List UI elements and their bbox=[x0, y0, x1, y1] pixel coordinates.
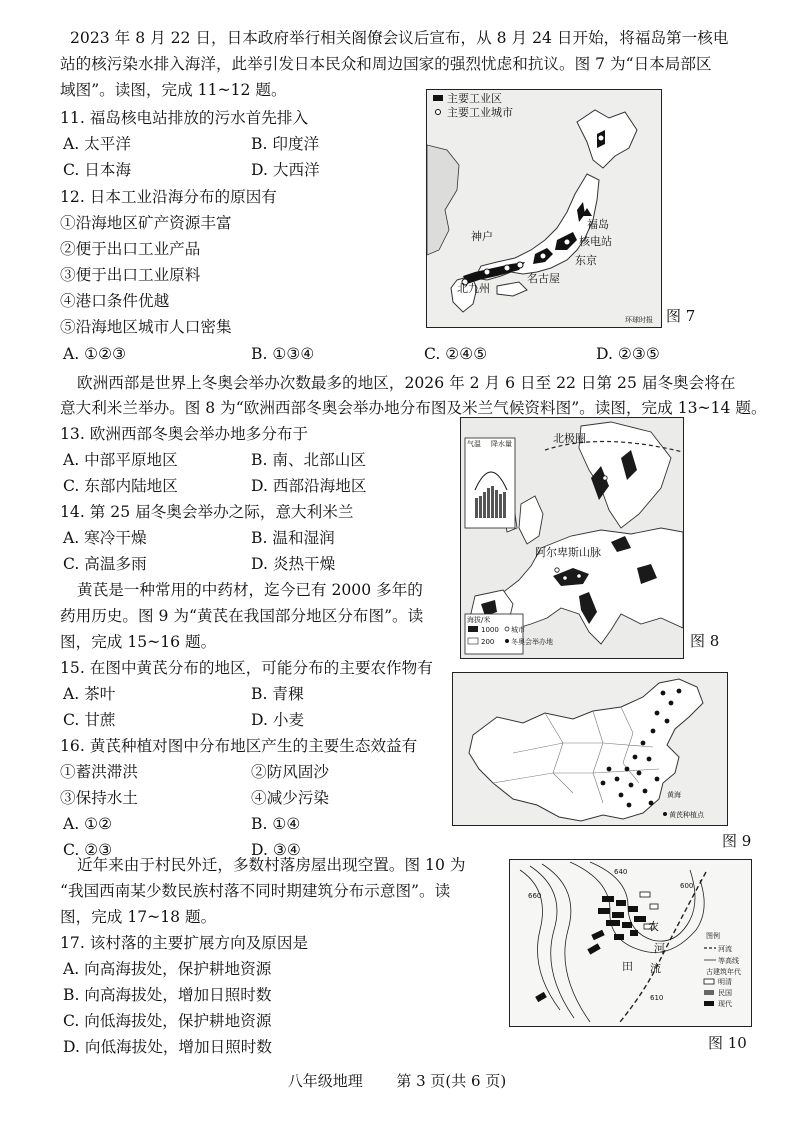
q12-stem: 12. 日本工业沿海分布的原因有 bbox=[60, 188, 277, 206]
fig10-legend-title: 图例 bbox=[706, 932, 720, 940]
label-river-1: 河 bbox=[654, 942, 665, 955]
q15-stem: 15. 在图中黄芪分布的地区，可能分布的主要农作物有 bbox=[60, 659, 433, 677]
intro-astragalus-line2: 药用历史。图 9 为“黄芪在我国部分地区分布图”。读 bbox=[60, 607, 424, 625]
label-nuclear-plant: 核电站 bbox=[579, 235, 612, 248]
contour-640: 640 bbox=[614, 868, 628, 876]
contour-610: 610 bbox=[650, 994, 664, 1002]
q12-item-4: ④港口条件优越 bbox=[60, 292, 170, 310]
figure-7-japan-map bbox=[426, 89, 662, 328]
footer-subject: 八年级地理 bbox=[287, 1072, 363, 1090]
label-river-2: 流 bbox=[650, 962, 661, 975]
fig10-legend-republic: 民国 bbox=[718, 989, 732, 997]
intro-astragalus-line3: 图，完成 15~16 题。 bbox=[60, 633, 217, 651]
intro-japan-line3: 域图”。读图，完成 11~12 题。 bbox=[60, 81, 287, 99]
q15-option-b: B. 青稞 bbox=[251, 685, 304, 703]
q13-option-d: D. 西部沿海地区 bbox=[251, 477, 367, 495]
q12-option-a: A. ①②③ bbox=[63, 345, 127, 363]
label-farm-2: 田 bbox=[622, 960, 633, 973]
china-map-graphic bbox=[453, 673, 727, 825]
intro-astragalus-line1: 黄芪是一种常用的中药材，迄今已有 2000 多年的 bbox=[77, 581, 423, 599]
fig10-legend-modern: 现代 bbox=[718, 1000, 732, 1008]
q16-option-a: A. ①② bbox=[63, 815, 113, 833]
q14-option-c: C. 高温多雨 bbox=[63, 555, 147, 573]
q17-stem: 17. 该村落的主要扩展方向及原因是 bbox=[60, 934, 309, 952]
q16-option-d: D. ③④ bbox=[251, 841, 301, 859]
japan-map-graphic bbox=[427, 90, 661, 327]
q16-item-4: ④减少污染 bbox=[251, 789, 329, 807]
label-farm-1: 农 bbox=[648, 920, 659, 933]
q12-item-3: ③便于出口工业原料 bbox=[60, 266, 201, 284]
q14-option-a: A. 寒冷干燥 bbox=[63, 529, 147, 547]
q14-stem: 14. 第 25 届冬奥会举办之际，意大利米兰 bbox=[60, 503, 354, 521]
contour-660: 660 bbox=[528, 892, 542, 900]
fig10-legend-era: 古建筑年代 bbox=[706, 968, 741, 976]
figure-10-village-map bbox=[509, 859, 752, 1027]
milan-climate-chart bbox=[465, 438, 515, 528]
q11-option-a: A. 太平洋 bbox=[63, 135, 131, 153]
fig8-legend-200: 200 bbox=[481, 638, 495, 646]
footer-page-number: 第 3 页(共 6 页) bbox=[396, 1072, 507, 1090]
q17-option-a: A. 向高海拔处，保护耕地资源 bbox=[63, 960, 272, 978]
label-kitakyushu: 北九州 bbox=[457, 282, 490, 295]
q16-option-b: B. ①④ bbox=[251, 815, 301, 833]
q11-option-d: D. 大西洋 bbox=[251, 161, 320, 179]
q15-option-d: D. 小麦 bbox=[251, 711, 305, 729]
label-fukushima: 福岛 bbox=[587, 218, 609, 231]
label-alps: 阿尔卑斯山脉 bbox=[535, 546, 601, 559]
q16-stem: 16. 黄芪种植对图中分布地区产生的主要生态效益有 bbox=[60, 737, 418, 755]
figure-9-caption: 图 9 bbox=[722, 832, 752, 850]
fig8-legend-1000: 1000 bbox=[481, 626, 499, 634]
q12-item-5: ⑤沿海地区城市人口密集 bbox=[60, 318, 232, 336]
q17-option-d: D. 向低海拔处，增加日照时数 bbox=[63, 1038, 272, 1056]
figure-9-china-map bbox=[452, 672, 728, 826]
q12-option-b: B. ①③④ bbox=[251, 345, 315, 363]
q12-item-1: ①沿海地区矿产资源丰富 bbox=[60, 214, 232, 232]
fig10-legend-ming-qing: 明清 bbox=[718, 978, 732, 986]
label-kobe: 神户 bbox=[471, 230, 493, 243]
intro-village-line2: “我国西南某少数民族村落不同时期建筑分布示意图”。读 bbox=[60, 882, 451, 900]
intro-village-line3: 图，完成 17~18 题。 bbox=[60, 908, 217, 926]
contour-600: 600 bbox=[680, 882, 694, 890]
label-nagoya: 名古屋 bbox=[527, 272, 560, 285]
europe-map-graphic bbox=[461, 418, 683, 658]
fig7-credit: 环球时报 bbox=[625, 316, 653, 324]
q15-option-a: A. 茶叶 bbox=[63, 685, 116, 703]
label-tokyo: 东京 bbox=[575, 254, 597, 267]
q12-option-c: C. ②④⑤ bbox=[424, 345, 488, 363]
fig7-legend-industrial-zone: 主要工业区 bbox=[447, 92, 502, 105]
climate-precip-axis-label: 降水量 bbox=[491, 440, 512, 448]
page-footer bbox=[0, 1070, 794, 1091]
q13-stem: 13. 欧洲西部冬奥会举办地多分布于 bbox=[60, 425, 309, 443]
fig10-legend-contour: 等高线 bbox=[718, 957, 739, 965]
q11-stem: 11. 福岛核电站排放的污水首先排入 bbox=[60, 109, 309, 127]
q17-option-b: B. 向高海拔处，增加日照时数 bbox=[63, 986, 272, 1004]
q16-option-c: C. ②③ bbox=[63, 841, 113, 859]
fig7-legend-industrial-city: 主要工业城市 bbox=[447, 106, 513, 119]
intro-japan-line2: 站的核污染水排入海洋，此举引发日本民众和周边国家的强烈忧虑和抗议。图 7 为“日本局部区 bbox=[60, 55, 712, 73]
village-map-graphic bbox=[510, 860, 751, 1026]
q16-item-1: ①蓄洪滞洪 bbox=[60, 763, 138, 781]
q12-item-2: ②便于出口工业产品 bbox=[60, 240, 201, 258]
figure-7-caption: 图 7 bbox=[666, 307, 696, 325]
q17-option-c: C. 向低海拔处，保护耕地资源 bbox=[63, 1012, 272, 1030]
fig8-legend-elevation-title: 海拔/米 bbox=[467, 616, 491, 624]
intro-japan-line1: 2023 年 8 月 22 日，日本政府举行相关阁僚会议后宣布，从 8 月 24 日开始，将福岛第一核电 bbox=[70, 29, 729, 47]
figure-8-europe-map bbox=[460, 417, 684, 659]
label-yellow-sea: 黄海 bbox=[667, 791, 681, 799]
q14-option-b: B. 温和湿润 bbox=[251, 529, 335, 547]
q13-option-c: C. 东部内陆地区 bbox=[63, 477, 178, 495]
intro-village-line1: 近年来由于村民外迁，多数村落房屋出现空置。图 10 为 bbox=[77, 856, 466, 874]
q16-item-3: ③保持水土 bbox=[60, 789, 138, 807]
figure-10-caption: 图 10 bbox=[708, 1034, 747, 1052]
fig10-legend-river: 河流 bbox=[718, 945, 732, 953]
figure-8-caption: 图 8 bbox=[690, 632, 720, 650]
q14-option-d: D. 炎热干燥 bbox=[251, 555, 336, 573]
q13-option-b: B. 南、北部山区 bbox=[251, 451, 366, 469]
fig8-legend-venue: 冬奥会举办地 bbox=[511, 638, 553, 646]
q13-option-a: A. 中部平原地区 bbox=[63, 451, 178, 469]
q15-option-c: C. 甘蔗 bbox=[63, 711, 116, 729]
label-arctic-circle: 北极圈 bbox=[553, 432, 586, 445]
intro-europe-line1: 欧洲西部是世界上冬奥会举办次数最多的地区，2026 年 2 月 6 日至 22 日第 25 届冬奥会将在 bbox=[77, 374, 736, 392]
q11-option-b: B. 印度洋 bbox=[251, 135, 320, 153]
q16-item-2: ②防风固沙 bbox=[251, 763, 329, 781]
q11-option-c: C. 日本海 bbox=[63, 161, 132, 179]
fig8-legend-city: 城市 bbox=[511, 626, 525, 634]
intro-europe-line2: 意大利米兰举办。图 8 为“欧洲西部冬奥会举办地分布图及米兰气候资料图”。读图，完成 13~14 题。 bbox=[60, 399, 767, 417]
climate-temp-axis-label: 气温 bbox=[467, 440, 481, 448]
q12-option-d: D. ②③⑤ bbox=[596, 345, 660, 363]
fig9-legend: 黄芪种植点 bbox=[669, 811, 704, 819]
